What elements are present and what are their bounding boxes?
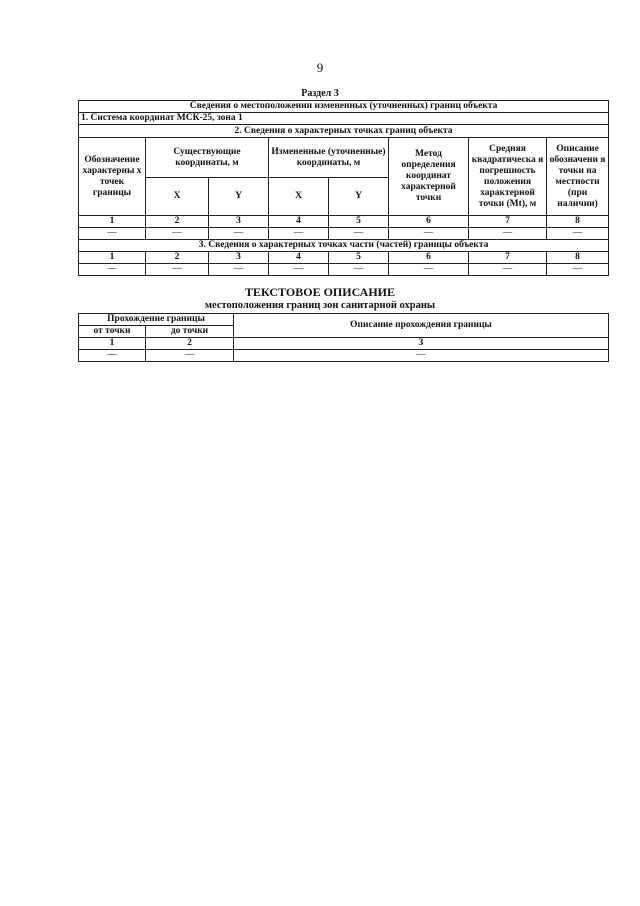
table-cell: 1 bbox=[79, 252, 146, 264]
table-title: Сведения о местоположении измененных (уточненных) границ объекта bbox=[79, 101, 609, 113]
table-cell: — bbox=[209, 228, 269, 240]
header-changed-coordinates: Измененные (уточненные) координаты, м bbox=[269, 138, 389, 178]
text-description-subtitle: местоположения границ зон санитарной охраны bbox=[204, 300, 436, 311]
header-y-existing: Y bbox=[209, 178, 269, 216]
table-cell: 3 bbox=[209, 252, 269, 264]
page-number: 9 bbox=[316, 60, 324, 75]
header-y-changed: Y bbox=[329, 178, 389, 216]
table-cell: — bbox=[146, 228, 209, 240]
table-cell: — bbox=[469, 228, 547, 240]
table-cell: 7 bbox=[469, 252, 547, 264]
table-cell: 3 bbox=[209, 216, 269, 228]
header-method: Метод определения координат характерной точки bbox=[389, 138, 469, 216]
boundary-description-table bbox=[78, 313, 609, 362]
table-cell: 4 bbox=[269, 216, 329, 228]
section-title: Раздел 3 bbox=[301, 88, 339, 99]
table-cell: 6 bbox=[389, 216, 469, 228]
header-passage-description: Описание прохождения границы bbox=[234, 314, 609, 338]
table-cell: — bbox=[79, 350, 146, 362]
table-cell: 8 bbox=[547, 252, 609, 264]
header-x-changed: X bbox=[269, 178, 329, 216]
table-cell: — bbox=[469, 264, 547, 276]
table-cell: — bbox=[329, 264, 389, 276]
table-cell: — bbox=[146, 264, 209, 276]
table-cell: 6 bbox=[389, 252, 469, 264]
column-number-row bbox=[79, 338, 609, 350]
table-cell: 1 bbox=[79, 338, 146, 350]
table-row bbox=[79, 350, 609, 362]
table-cell: — bbox=[79, 228, 146, 240]
table-cell: 5 bbox=[329, 216, 389, 228]
table-cell: — bbox=[209, 264, 269, 276]
table-cell: 5 bbox=[329, 252, 389, 264]
header-x-existing: X bbox=[146, 178, 209, 216]
coordinate-system: 1. Система координат МСК-25, зона 1 bbox=[79, 113, 609, 125]
column-number-row bbox=[79, 216, 609, 228]
table-cell: — bbox=[329, 228, 389, 240]
table-cell: 3 bbox=[234, 338, 609, 350]
table-cell: — bbox=[547, 228, 609, 240]
table-row bbox=[79, 228, 609, 240]
header-mean-error: Средняя квадратическа я погрешность положения характерной точки (Mt), м bbox=[469, 138, 547, 216]
table-cell: — bbox=[269, 228, 329, 240]
table-cell: — bbox=[234, 350, 609, 362]
boundary-points-table bbox=[78, 100, 609, 276]
table-cell: 2 bbox=[146, 216, 209, 228]
table-cell: 2 bbox=[146, 338, 234, 350]
table-cell: — bbox=[269, 264, 329, 276]
table-cell: 8 bbox=[547, 216, 609, 228]
header-existing-coordinates: Существующие координаты, м bbox=[146, 138, 269, 178]
table-row bbox=[79, 264, 609, 276]
table-cell: — bbox=[389, 264, 469, 276]
subsection-2-title: 2. Сведения о характерных точках границ объекта bbox=[79, 125, 609, 138]
table-cell: 2 bbox=[146, 252, 209, 264]
column-number-row bbox=[79, 252, 609, 264]
header-to-point: до точки bbox=[146, 326, 234, 338]
table-cell: 7 bbox=[469, 216, 547, 228]
table-cell: — bbox=[146, 350, 234, 362]
table-cell: 4 bbox=[269, 252, 329, 264]
table-cell: — bbox=[547, 264, 609, 276]
subsection-3-title: 3. Сведения о характерных точках части (частей) границы объекта bbox=[79, 240, 609, 252]
table-cell: 1 bbox=[79, 216, 146, 228]
table-cell: — bbox=[79, 264, 146, 276]
header-point-designation: Обозначение характерны х точек границы bbox=[79, 138, 146, 216]
header-boundary-passage: Прохождение границы bbox=[79, 314, 234, 326]
header-from-point: от точки bbox=[79, 326, 146, 338]
table-cell: — bbox=[389, 228, 469, 240]
header-point-description: Описание обозначени я точки на местности (при наличии) bbox=[547, 138, 609, 216]
text-description-title: ТЕКСТОВОЕ ОПИСАНИЕ bbox=[244, 285, 395, 299]
